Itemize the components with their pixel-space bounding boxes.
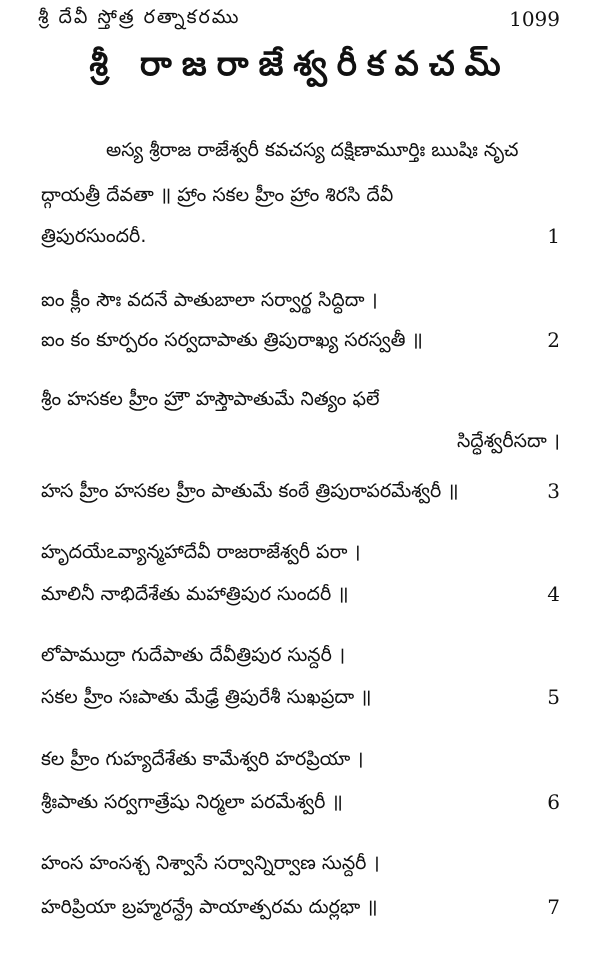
- verse-number: 3: [547, 479, 560, 503]
- page-number: 1099: [509, 7, 560, 31]
- verse-number: 2: [547, 328, 560, 352]
- verse-line: హస హ్రీం హసకల హ్రీం పాతుమే కంఠే త్రిపురాపరమేశ్వరీ ॥: [41, 480, 459, 502]
- intro-line: అస్య శ్రీరాజ రాజేశ్వరీ కవచస్య దక్షిణామూర్తిః ఋషిః నృచ: [106, 139, 519, 161]
- running-title: శ్రీ దేవీ స్తోత్ర రత్నాకరము: [38, 5, 241, 28]
- page-header: [38, 4, 560, 34]
- verse-line: హరిప్రియా బ్రహ్మరన్ధ్రే పాయాత్పరమ దుర్లభా ॥: [41, 896, 378, 918]
- verse-number: 7: [547, 895, 560, 919]
- verse-line: ఐం కం కూర్పరం సర్వదాపాతు త్రిపురాఖ్య సరస్వతీ ॥: [41, 329, 423, 351]
- intro-line: ద్గాయత్రీ దేవతా ॥ హ్రాం సకల హ్రీం హ్రాం శిరసి దేవీ: [41, 184, 394, 206]
- verse-line: మాలినీ నాభిదేశేతు మహాత్రిపుర సుందరీ ॥: [41, 583, 349, 605]
- verse-number: 1: [547, 224, 560, 248]
- intro-line: త్రిపురసుందరీ.: [41, 225, 147, 247]
- verse-line: సిద్ధేశ్వరీసదా ।: [456, 430, 560, 452]
- page-title: శ్రీ రాజరాజేశ్వరీకవచమ్: [89, 44, 511, 84]
- verse-line: శ్రీఃపాతు సర్వగాత్రేషు నిర్మలా పరమేశ్వరీ ॥: [41, 791, 343, 813]
- verse-number: 5: [547, 685, 560, 709]
- verse-line: కల హ్రీం గుహ్యదేశేతు కామేశ్వరి హరప్రియా ।: [41, 748, 364, 770]
- verse-line: శ్రీం హసకల హ్రీం హ్రౌ హస్తౌపాతుమే నిత్యం ఫలే: [41, 388, 380, 410]
- verse-number: 6: [547, 790, 560, 814]
- verse-line: సకల హ్రీం సఃపాతు మేఢ్రే త్రిపురేశీ సుఖప్రదా ॥: [41, 686, 372, 708]
- verse-line: హృదయేఽవ్యాన్మహాదేవీ రాజరాజేశ్వరీ పరా ।: [41, 541, 361, 563]
- verse-line: ఐం క్లీం సౌః వదనే పాతుబాలా సర్వార్థ సిద్ధిదా ।: [41, 289, 378, 311]
- verse-line: హంస హంసశ్చ నిశ్వాసే సర్వాన్నిర్వాణ సున్దరీ ।: [41, 852, 380, 874]
- verse-line: లోపాముద్రా గుదేపాతు దేవీత్రిపుర సున్దరీ ।: [41, 644, 346, 666]
- verse-number: 4: [547, 582, 560, 606]
